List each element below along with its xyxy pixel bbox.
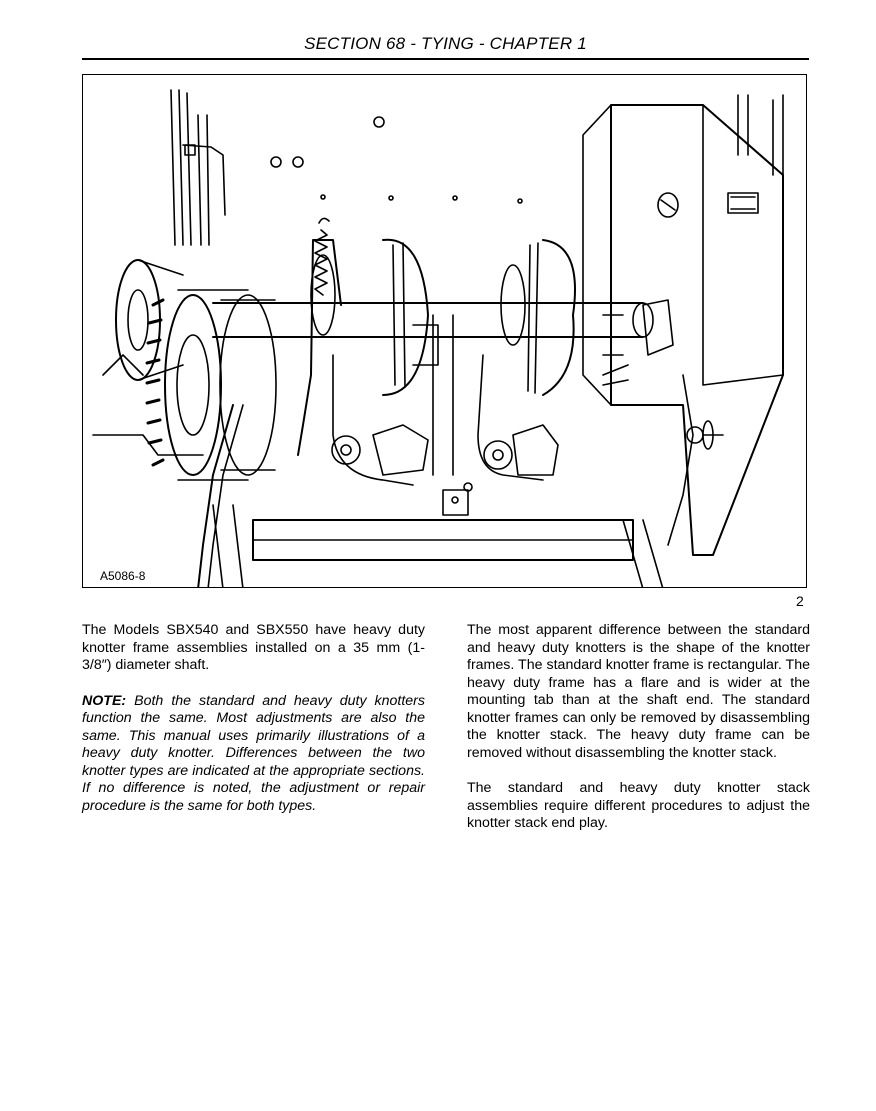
note-text: Both the standard and heavy duty knotters function the same. Most adjustments are also the same. This manual uses primarily illustrations of a heavy duty knotter. Differences between the two knotter types are indicated at the appropriate sections. If no difference is noted, the adjustment or repair procedure is the same for both types. [82,692,425,814]
knotter-illustration-figure [82,74,807,588]
figure-number: 2 [796,593,804,609]
right-text-column [467,622,810,851]
end-play-paragraph: The standard and heavy duty knotter stack assemblies require different procedures to adjust the knotter stack end play. [467,780,810,831]
note-label: NOTE: [82,692,127,709]
header-rule [82,58,809,60]
note-paragraph [82,693,425,816]
intro-paragraph: The Models SBX540 and SBX550 have heavy duty knotter frame assemblies installed on a 35 mm (1-3/8″) diameter shaft. [82,622,425,673]
left-text-column [82,622,425,833]
figure-code-label: A5086-8 [100,569,146,583]
frame-difference-paragraph: The most apparent difference between the standard and heavy duty knotters is the shape of the knotter frames. The standard knotter frame is rectangular. The heavy duty frame has a flare and is wider at the mounting tab than at the shaft end. The standard knotter frames can only be removed by disassembling the knotter stack. The heavy duty frame can be removed without disassembling the knotter stack. [467,622,810,761]
page-header-title: SECTION 68 - TYING - CHAPTER 1 [304,34,587,53]
knotter-assembly-drawing [83,75,807,588]
